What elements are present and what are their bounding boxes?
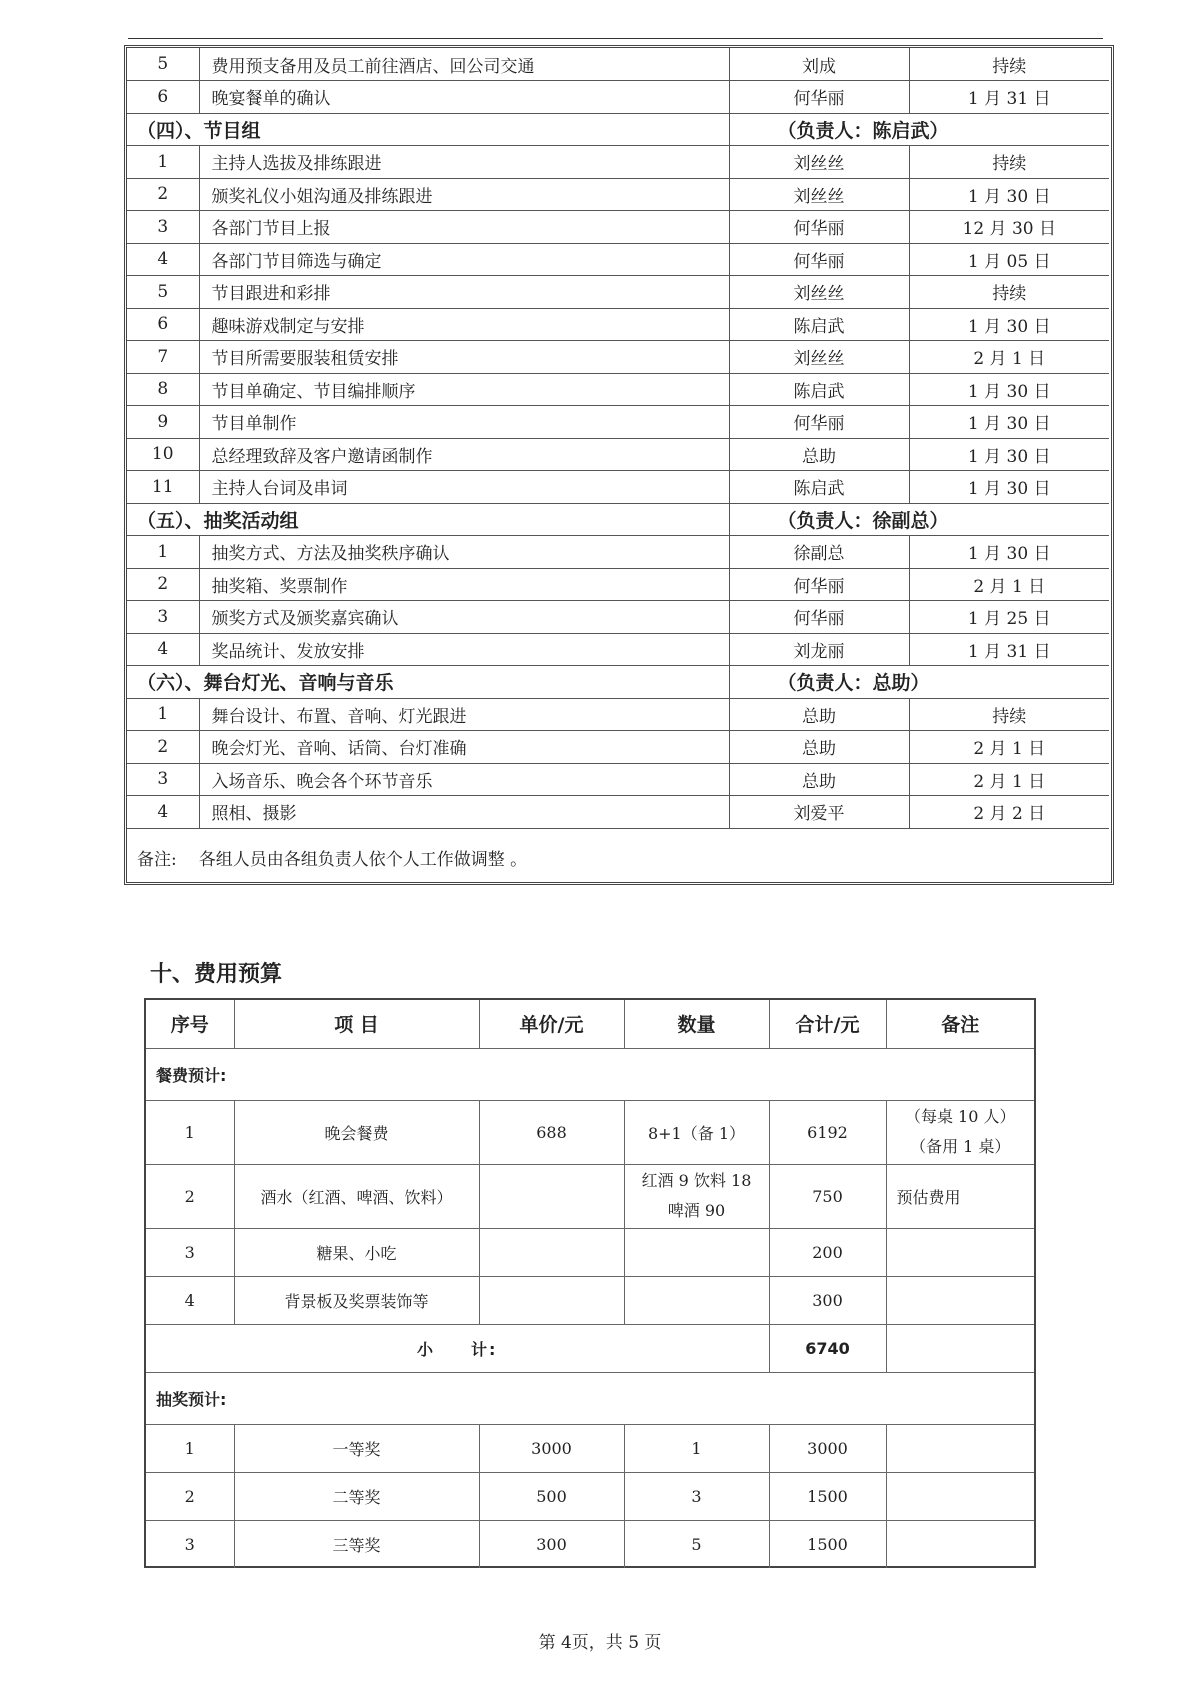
cell-date: 持续 bbox=[909, 698, 1109, 731]
cell-date: 1 月 30 日 bbox=[909, 373, 1109, 406]
cell-total: 1500 bbox=[769, 1520, 886, 1568]
header-total: 合计/元 bbox=[769, 1000, 886, 1048]
budget-table-frame bbox=[144, 998, 1036, 1568]
cell-person: 何华丽 bbox=[729, 406, 909, 439]
cell-total: 1500 bbox=[769, 1472, 886, 1520]
cell-person: 刘丝丝 bbox=[729, 276, 909, 309]
group-header-row bbox=[127, 666, 1109, 699]
cell-note bbox=[886, 1520, 1034, 1568]
group-header-row bbox=[127, 503, 1109, 536]
cell-task: 抽奖箱、奖票制作 bbox=[199, 568, 729, 601]
catering-section-row bbox=[146, 1048, 1034, 1100]
cell-price: 500 bbox=[479, 1472, 624, 1520]
subtotal-label: 小 计: bbox=[146, 1324, 769, 1372]
table-row bbox=[127, 763, 1109, 796]
subtotal-value: 6740 bbox=[769, 1324, 886, 1372]
cell-qty: 8+1（备 1） bbox=[624, 1100, 769, 1164]
cell-no: 3 bbox=[127, 211, 199, 244]
cell-person: 总助 bbox=[729, 698, 909, 731]
table-row bbox=[127, 568, 1109, 601]
page-footer: 第 4页，共 5 页 bbox=[538, 1633, 662, 1653]
group-owner: （负责人：总助） bbox=[729, 666, 1109, 699]
group-title: （四）、节目组 bbox=[127, 113, 729, 146]
table-row bbox=[146, 1100, 1034, 1164]
cell-total: 3000 bbox=[769, 1424, 886, 1472]
cell-note bbox=[886, 1472, 1034, 1520]
cell-no: 3 bbox=[146, 1228, 234, 1276]
cell-item: 三等奖 bbox=[234, 1520, 479, 1568]
cell-total: 750 bbox=[769, 1164, 886, 1228]
cell-no: 5 bbox=[127, 48, 199, 81]
table-row bbox=[127, 178, 1109, 211]
note-line-1: （每桌 10 人） bbox=[904, 1107, 1016, 1126]
cell-no: 9 bbox=[127, 406, 199, 439]
note-row bbox=[127, 828, 1109, 886]
qty-line-1: 红酒 9 饮料 18 bbox=[641, 1171, 752, 1190]
cell-date: 1 月 30 日 bbox=[909, 471, 1109, 504]
cell-total: 200 bbox=[769, 1228, 886, 1276]
table-row bbox=[146, 1228, 1034, 1276]
budget-header-row bbox=[146, 1000, 1034, 1048]
cell-item: 背景板及奖票装饰等 bbox=[234, 1276, 479, 1324]
cell-date: 2 月 2 日 bbox=[909, 796, 1109, 829]
header-note: 备注 bbox=[886, 1000, 1034, 1048]
cell-no: 3 bbox=[146, 1520, 234, 1568]
lottery-section-row bbox=[146, 1372, 1034, 1424]
note-line-2: （备用 1 桌） bbox=[910, 1137, 1011, 1156]
cell-person: 何华丽 bbox=[729, 601, 909, 634]
cell-no: 4 bbox=[146, 1276, 234, 1324]
cell-person: 徐副总 bbox=[729, 536, 909, 569]
header-qty: 数量 bbox=[624, 1000, 769, 1048]
cell-task: 颁奖方式及颁奖嘉宾确认 bbox=[199, 601, 729, 634]
cell-task: 节目单确定、节目编排顺序 bbox=[199, 373, 729, 406]
table-row bbox=[127, 731, 1109, 764]
cell-no: 1 bbox=[146, 1100, 234, 1164]
cell-task: 照相、摄影 bbox=[199, 796, 729, 829]
cell-person: 刘丝丝 bbox=[729, 178, 909, 211]
group-header-row bbox=[127, 113, 1109, 146]
table-row bbox=[127, 146, 1109, 179]
cell-task: 节目所需要服装租赁安排 bbox=[199, 341, 729, 374]
table-row bbox=[127, 471, 1109, 504]
cell-person: 陈启武 bbox=[729, 471, 909, 504]
cell-person: 陈启武 bbox=[729, 308, 909, 341]
cell-date: 1 月 30 日 bbox=[909, 178, 1109, 211]
table-row bbox=[127, 438, 1109, 471]
cell-task: 节目跟进和彩排 bbox=[199, 276, 729, 309]
cell-price bbox=[479, 1228, 624, 1276]
cell-no: 11 bbox=[127, 471, 199, 504]
note-text: 各组人员由各组负责人依个人工作做调整 。 bbox=[198, 849, 528, 870]
cell-date: 2 月 1 日 bbox=[909, 568, 1109, 601]
cell-date: 2 月 1 日 bbox=[909, 731, 1109, 764]
cell-no: 1 bbox=[127, 698, 199, 731]
cell-task: 颁奖礼仪小姐沟通及排练跟进 bbox=[199, 178, 729, 211]
group-title: （六）、舞台灯光、音响与音乐 bbox=[127, 666, 729, 699]
header-no: 序号 bbox=[146, 1000, 234, 1048]
cell-person: 刘爱平 bbox=[729, 796, 909, 829]
cell-person: 刘丝丝 bbox=[729, 146, 909, 179]
table-row bbox=[127, 633, 1109, 666]
cell-task: 晚宴餐单的确认 bbox=[199, 81, 729, 114]
cell-date: 1 月 25 日 bbox=[909, 601, 1109, 634]
cell-task: 主持人选拔及排练跟进 bbox=[199, 146, 729, 179]
cell-note bbox=[886, 1424, 1034, 1472]
cell-qty: 3 bbox=[624, 1472, 769, 1520]
cell-no: 2 bbox=[127, 568, 199, 601]
page-top-rule bbox=[128, 38, 1103, 39]
schedule-table bbox=[127, 48, 1109, 886]
cell-no: 8 bbox=[127, 373, 199, 406]
table-row bbox=[146, 1164, 1034, 1228]
cell-no: 10 bbox=[127, 438, 199, 471]
table-row bbox=[127, 373, 1109, 406]
table-row bbox=[127, 81, 1109, 114]
cell-note bbox=[886, 1276, 1034, 1324]
cell-no: 2 bbox=[127, 731, 199, 764]
group-owner: （负责人：徐副总） bbox=[729, 503, 1109, 536]
table-row bbox=[127, 211, 1109, 244]
cell-no: 7 bbox=[127, 341, 199, 374]
table-row bbox=[146, 1472, 1034, 1520]
cell-date: 1 月 31 日 bbox=[909, 633, 1109, 666]
cell-date: 1 月 30 日 bbox=[909, 308, 1109, 341]
cell-price bbox=[479, 1276, 624, 1324]
cell-task: 入场音乐、晚会各个环节音乐 bbox=[199, 763, 729, 796]
cell-person: 刘龙丽 bbox=[729, 633, 909, 666]
note-label: 备注: bbox=[137, 849, 177, 870]
cell-note bbox=[886, 1100, 1034, 1164]
cell-task: 舞台设计、布置、音响、灯光跟进 bbox=[199, 698, 729, 731]
cell-no: 2 bbox=[146, 1164, 234, 1228]
cell-person: 何华丽 bbox=[729, 81, 909, 114]
cell-date: 2 月 1 日 bbox=[909, 763, 1109, 796]
budget-section-title: 十、费用预算 bbox=[150, 962, 283, 987]
table-row bbox=[146, 1276, 1034, 1324]
cell-person: 何华丽 bbox=[729, 568, 909, 601]
cell-date: 持续 bbox=[909, 48, 1109, 81]
header-price: 单价/元 bbox=[479, 1000, 624, 1048]
cell-item: 二等奖 bbox=[234, 1472, 479, 1520]
table-row bbox=[127, 341, 1109, 374]
cell-date: 1 月 30 日 bbox=[909, 536, 1109, 569]
cell-person: 陈启武 bbox=[729, 373, 909, 406]
table-row bbox=[127, 276, 1109, 309]
cell-price: 300 bbox=[479, 1520, 624, 1568]
cell-date: 1 月 31 日 bbox=[909, 81, 1109, 114]
cell-task: 奖品统计、发放安排 bbox=[199, 633, 729, 666]
cell-person: 刘丝丝 bbox=[729, 341, 909, 374]
cell-person: 总助 bbox=[729, 731, 909, 764]
cell-task: 趣味游戏制定与安排 bbox=[199, 308, 729, 341]
cell-total: 6192 bbox=[769, 1100, 886, 1164]
cell-date: 持续 bbox=[909, 276, 1109, 309]
cell-total: 300 bbox=[769, 1276, 886, 1324]
cell-no: 1 bbox=[146, 1424, 234, 1472]
note-cell bbox=[127, 828, 1109, 886]
table-row bbox=[127, 243, 1109, 276]
budget-table bbox=[146, 1000, 1034, 1568]
table-row bbox=[127, 536, 1109, 569]
cell-no: 6 bbox=[127, 81, 199, 114]
table-row bbox=[146, 1424, 1034, 1472]
table-row bbox=[127, 601, 1109, 634]
cell-task: 各部门节目上报 bbox=[199, 211, 729, 244]
cell-item: 晚会餐费 bbox=[234, 1100, 479, 1164]
group-owner: （负责人：陈启武） bbox=[729, 113, 1109, 146]
cell-price: 3000 bbox=[479, 1424, 624, 1472]
cell-date: 1 月 30 日 bbox=[909, 406, 1109, 439]
cell-date: 1 月 05 日 bbox=[909, 243, 1109, 276]
cell-no: 1 bbox=[127, 536, 199, 569]
cell-person: 总助 bbox=[729, 438, 909, 471]
catering-label: 餐费预计: bbox=[146, 1048, 1034, 1100]
cell-item: 糖果、小吃 bbox=[234, 1228, 479, 1276]
cell-task: 抽奖方式、方法及抽奖秩序确认 bbox=[199, 536, 729, 569]
cell-no: 2 bbox=[127, 178, 199, 211]
cell-no: 3 bbox=[127, 763, 199, 796]
table-row bbox=[146, 1520, 1034, 1568]
cell-no: 4 bbox=[127, 796, 199, 829]
table-row bbox=[127, 406, 1109, 439]
cell-date: 2 月 1 日 bbox=[909, 341, 1109, 374]
lottery-label: 抽奖预计: bbox=[146, 1372, 1034, 1424]
cell-person: 刘成 bbox=[729, 48, 909, 81]
header-item: 项 目 bbox=[234, 1000, 479, 1048]
cell-person: 何华丽 bbox=[729, 243, 909, 276]
cell-no: 2 bbox=[146, 1472, 234, 1520]
qty-line-2: 啤酒 90 bbox=[667, 1201, 726, 1220]
cell-task: 晚会灯光、音响、话筒、台灯准确 bbox=[199, 731, 729, 764]
cell-item: 酒水（红酒、啤酒、饮料） bbox=[234, 1164, 479, 1228]
cell-note: 预估费用 bbox=[886, 1164, 1034, 1228]
cell-no: 4 bbox=[127, 243, 199, 276]
cell-task: 主持人台词及串词 bbox=[199, 471, 729, 504]
cell-task: 节目单制作 bbox=[199, 406, 729, 439]
cell-date: 1 月 30 日 bbox=[909, 438, 1109, 471]
table-row bbox=[127, 796, 1109, 829]
cell-no: 6 bbox=[127, 308, 199, 341]
cell-note bbox=[886, 1228, 1034, 1276]
cell-price: 688 bbox=[479, 1100, 624, 1164]
cell-qty bbox=[624, 1276, 769, 1324]
cell-qty: 5 bbox=[624, 1520, 769, 1568]
cell-task: 费用预支备用及员工前往酒店、回公司交通 bbox=[199, 48, 729, 81]
cell-price bbox=[479, 1164, 624, 1228]
table-row bbox=[127, 308, 1109, 341]
cell-person: 何华丽 bbox=[729, 211, 909, 244]
cell-item: 一等奖 bbox=[234, 1424, 479, 1472]
cell-person: 总助 bbox=[729, 763, 909, 796]
schedule-table-frame bbox=[124, 45, 1114, 885]
cell-qty bbox=[624, 1164, 769, 1228]
cell-no: 5 bbox=[127, 276, 199, 309]
subtotal-note bbox=[886, 1324, 1034, 1372]
cell-task: 各部门节目筛选与确定 bbox=[199, 243, 729, 276]
cell-task: 总经理致辞及客户邀请函制作 bbox=[199, 438, 729, 471]
cell-qty bbox=[624, 1228, 769, 1276]
cell-date: 持续 bbox=[909, 146, 1109, 179]
group-title: （五）、抽奖活动组 bbox=[127, 503, 729, 536]
cell-no: 4 bbox=[127, 633, 199, 666]
cell-no: 3 bbox=[127, 601, 199, 634]
cell-qty: 1 bbox=[624, 1424, 769, 1472]
subtotal-row bbox=[146, 1324, 1034, 1372]
cell-no: 1 bbox=[127, 146, 199, 179]
table-row bbox=[127, 698, 1109, 731]
cell-date: 12 月 30 日 bbox=[909, 211, 1109, 244]
table-row bbox=[127, 48, 1109, 81]
